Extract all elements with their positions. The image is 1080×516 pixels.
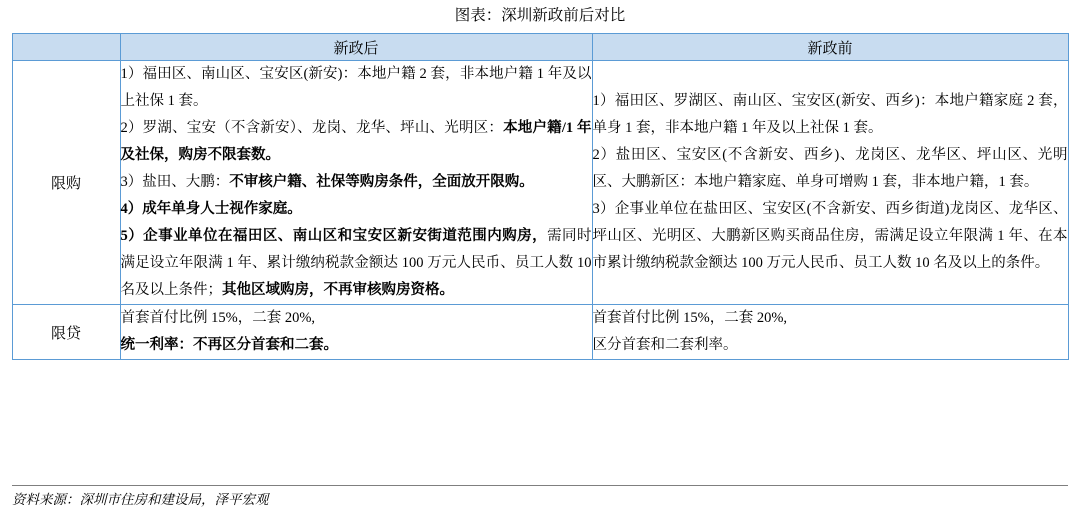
header-after: 新政后 xyxy=(120,34,592,61)
paragraph: 3）盐田、大鹏：不审核户籍、社保等购房条件，全面放开限购。 xyxy=(120,174,534,190)
comparison-table xyxy=(12,33,1069,360)
row-label-restrict-purchase: 限购 xyxy=(12,61,120,305)
cell-before-restrict-purchase xyxy=(592,61,1068,305)
paragraph: 1）福田区、罗湖区、南山区、宝安区(新安、西乡)：本地户籍家庭 2 套，单身 1 套，非本地户籍 1 年及以上社保 1 套。 xyxy=(592,93,1068,136)
table-row xyxy=(12,61,1068,305)
paragraph: 2）罗湖、宝安（不含新安）、龙岗、龙华、坪山、光明区：本地户籍/1 年及社保，购房不限套数。 xyxy=(120,120,592,163)
paragraph: 1）福田区、南山区、宝安区(新安)：本地户籍 2 套，非本地户籍 1 年及以上社保 1 套。 xyxy=(120,66,592,109)
footer-divider xyxy=(12,485,1068,486)
paragraph: 2）盐田区、宝安区(不含新安、西乡)、龙岗区、龙华区、坪山区、光明区、大鹏新区：本地户籍家庭、单身可增购 1 套，非本地户籍，1 套。 xyxy=(592,147,1068,190)
paragraph: 区分首套和二套利率。 xyxy=(592,337,738,353)
paragraph: 3）企事业单位在盐田区、宝安区(不含新安、西乡街道)龙岗区、龙华区、坪山区、光明区、大鹏新区购买商品住房，需满足设立年限满 1 年、在本市累计缴纳税款金额达 100 万元人民币、员工人数 10 名及以上的条件。 xyxy=(592,201,1068,271)
cell-before-restrict-loan xyxy=(592,305,1068,360)
paragraph: 统一利率：不再区分首套和二套。 xyxy=(120,337,338,353)
paragraph: 5）企事业单位在福田区、南山区和宝安区新安街道范围内购房，需同时满足设立年限满 1 年、累计缴纳税款金额达 100 万元人民币、员工人数 10 名及以上条件；其他区域购房，不再审核购房资格。 xyxy=(120,228,592,298)
source-note: 资料来源：深圳市住房和建设局，泽平宏观 xyxy=(12,492,269,507)
header-label-col xyxy=(12,34,120,61)
table-header-row xyxy=(12,34,1068,61)
cell-after-restrict-loan xyxy=(120,305,592,360)
paragraph: 首套首付比例 15%，二套 20%, xyxy=(592,310,788,326)
paragraph: 4）成年单身人士视作家庭。 xyxy=(120,201,302,217)
paragraph: 首套首付比例 15%，二套 20%, xyxy=(120,310,316,326)
page-title: 图表：深圳新政前后对比 xyxy=(454,7,626,24)
table-row xyxy=(12,305,1068,360)
header-before: 新政前 xyxy=(592,34,1068,61)
row-label-restrict-loan: 限贷 xyxy=(12,305,120,360)
cell-after-restrict-purchase xyxy=(120,61,592,305)
